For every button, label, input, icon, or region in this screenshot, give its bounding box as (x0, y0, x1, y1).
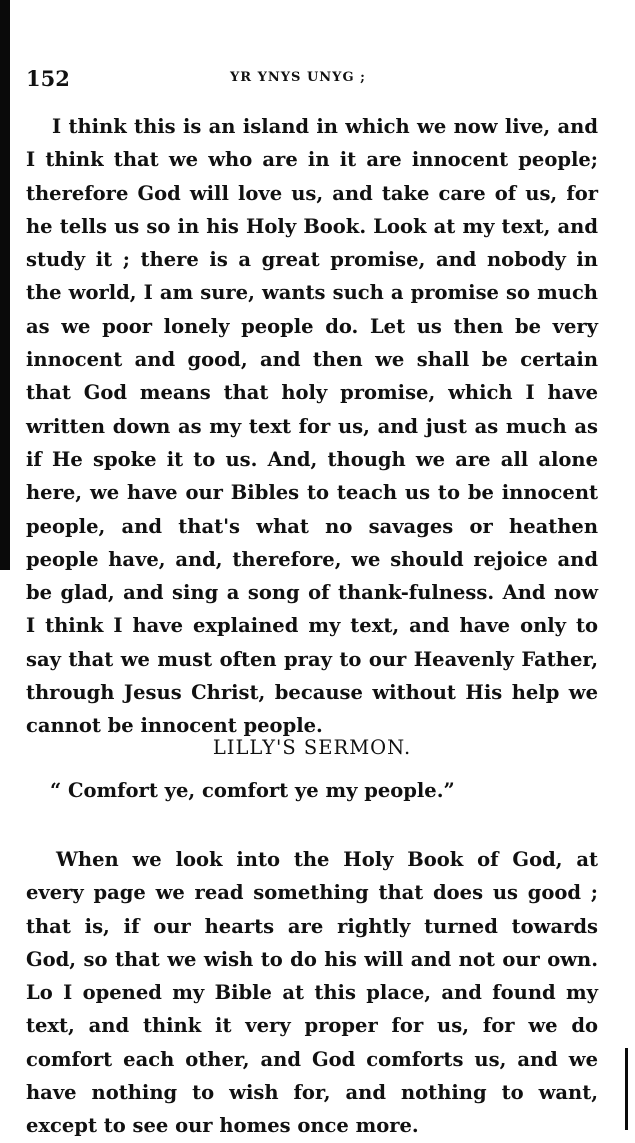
page-number: 152 (26, 66, 70, 91)
page-edge-shadow-right (625, 1048, 628, 1130)
paragraph-2: When we look into the Holy Book of God, at every page we read something that does us good ; that is, if our hearts are rightly turned towards God, so that we wish to do his will and not our own. Lo I opened my Bible at this place, and found my text, and think it very proper for us, for we do comfort each other, and God comforts us, and we have nothing to wish for, and nothing to want, except to see our homes once more. (26, 848, 598, 1138)
paragraph-1: I think this is an island in which we now live, and I think that we who are in it are innocent people; therefore God will love us, and take care of us, for he tells us so in his Holy Book. Look at my text, and study it ; there is a great promise, and nobody in the world, I am sure, wants such a promise so much as we poor lonely people do. Let us then be very innocent and good, and then we shall be certain that God means that holy promise, which I have written down as my text for us, and just as much as if He spoke it to us. And, though we are all alone here, we have our Bibles to teach us to be innocent people, and that's what no savages or heathen people have, and, therefore, we should rejoice and be glad, and sing a song of thank-fulness. And now I think I have explained my text, and have only to say that we must often pray to our Heavenly Father, through Jesus Christ, because without His help we cannot be innocent people. (26, 115, 598, 738)
page-edge-shadow-left (0, 0, 10, 570)
running-title: YR YNYS UNYG ; (230, 70, 366, 85)
epigraph: “ Comfort ye, comfort ye my people.” (50, 779, 455, 802)
running-head (26, 66, 596, 94)
section-heading: LILLY'S SERMON. (212, 736, 412, 759)
